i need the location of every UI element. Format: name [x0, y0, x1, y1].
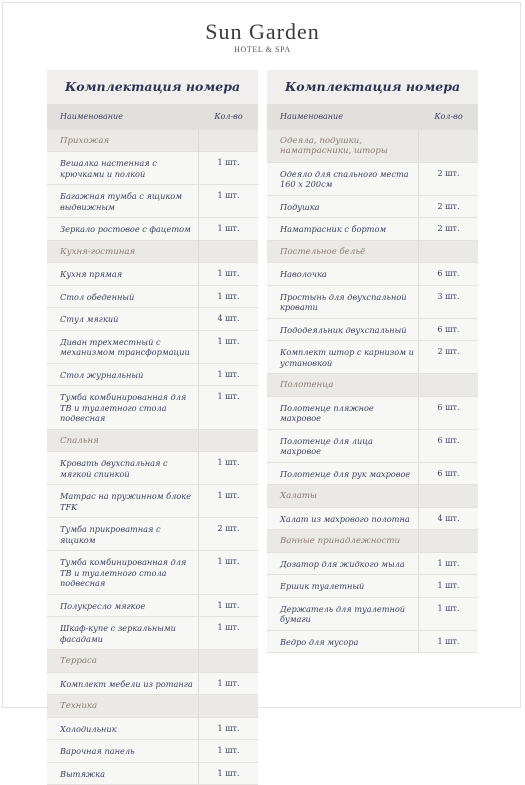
item-qty: 1 шт.	[199, 269, 258, 280]
item-name: Полотенце для рук махровое	[267, 463, 419, 485]
header-qty: Кол-во	[199, 112, 258, 123]
item-name: Стол обеденный	[47, 286, 199, 308]
item-name: Холодильник	[47, 718, 199, 740]
section-title: Ванные принадлежности	[267, 530, 419, 552]
item-name: Кухня прямая	[47, 263, 199, 285]
item-qty: 1 шт.	[199, 370, 258, 381]
table-row	[47, 386, 258, 430]
table-row	[47, 218, 258, 241]
item-qty: 1 шт.	[199, 191, 258, 202]
item-name: Багажная тумба с ящиком выдвижным	[47, 185, 199, 217]
item-qty: 1 шт.	[199, 746, 258, 757]
item-qty: 6 шт.	[419, 269, 478, 280]
item-qty: 1 шт.	[199, 158, 258, 169]
section-title: Кухня-гостиная	[47, 241, 199, 263]
table-row	[47, 718, 258, 741]
item-name: Матрас на пружинном блоке TFK	[47, 485, 199, 517]
item-name: Вытяжка	[47, 763, 199, 785]
item-qty: 2 шт.	[419, 169, 478, 180]
item-name: Держатель для туалетной бумаги	[267, 598, 419, 630]
item-name: Комплект мебели из ротанга	[47, 673, 199, 695]
panel-title: Комплектация номера	[267, 70, 478, 104]
table-row	[47, 152, 258, 185]
section-row	[267, 485, 478, 508]
item-qty: 2 шт.	[419, 202, 478, 213]
item-qty: 1 шт.	[199, 557, 258, 568]
item-qty: 6 шт.	[419, 436, 478, 447]
item-qty: 1 шт.	[199, 458, 258, 469]
section-title: Постельное бельё	[267, 241, 419, 263]
equipment-table	[47, 104, 258, 785]
table-row	[47, 673, 258, 696]
item-qty: 1 шт.	[199, 623, 258, 634]
table-row	[47, 595, 258, 618]
item-name: Зеркало ростовое с фацетом	[47, 218, 199, 240]
section-row	[47, 650, 258, 673]
item-qty: 3 шт.	[419, 292, 478, 303]
item-qty: 1 шт.	[199, 224, 258, 235]
section-row	[267, 374, 478, 397]
item-name: Тумба комбинированная для ТВ и туалетного стола подвесная	[47, 551, 199, 594]
table-row	[47, 485, 258, 518]
item-name: Ершик туалетный	[267, 575, 419, 597]
item-name: Комплект штор с карнизом и установкой	[267, 341, 419, 373]
item-qty: 2 шт.	[419, 347, 478, 358]
section-title: Халаты	[267, 485, 419, 507]
section-row	[47, 695, 258, 718]
item-qty: 1 шт.	[199, 292, 258, 303]
item-qty: 6 шт.	[419, 325, 478, 336]
item-qty: 1 шт.	[199, 679, 258, 690]
item-qty: 1 шт.	[199, 491, 258, 502]
item-name: Шкаф-купе с зеркальными фасадами	[47, 617, 199, 649]
item-name: Ведро для мусора	[267, 631, 419, 653]
item-name: Одеяло для спального места 160 х 200см	[267, 163, 419, 195]
item-qty: 1 шт.	[199, 769, 258, 780]
table-row	[47, 452, 258, 485]
item-name: Халат из махрового полотна	[267, 508, 419, 530]
section-row	[267, 241, 478, 264]
table-row	[267, 341, 478, 374]
panel-title: Комплектация номера	[47, 70, 258, 104]
item-name: Тумба прикроватная с ящиком	[47, 518, 199, 550]
table-row	[267, 463, 478, 486]
item-name: Полотенце для лица махровое	[267, 430, 419, 462]
table-row	[47, 740, 258, 763]
table-row	[47, 518, 258, 551]
item-qty: 2 шт.	[419, 224, 478, 235]
equipment-table	[267, 104, 478, 653]
item-qty: 1 шт.	[199, 392, 258, 403]
table-row	[47, 308, 258, 331]
item-qty: 4 шт.	[199, 314, 258, 325]
section-row	[267, 130, 478, 163]
item-name: Дозатор для жидкого мыла	[267, 553, 419, 575]
hotel-logo	[0, 20, 525, 55]
section-title: Терраса	[47, 650, 199, 672]
item-name: Стул мягкий	[47, 308, 199, 330]
header-qty: Кол-во	[419, 112, 478, 123]
table-row	[47, 185, 258, 218]
item-qty: 2 шт.	[199, 524, 258, 535]
item-name: Пододеяльник двухспальный	[267, 319, 419, 341]
room-equipment-panel-right	[267, 70, 478, 618]
table-row	[267, 631, 478, 654]
item-qty: 1 шт.	[419, 604, 478, 615]
header-name: Наименование	[47, 104, 199, 130]
table-row	[267, 553, 478, 576]
item-qty: 4 шт.	[419, 514, 478, 525]
table-row	[47, 763, 258, 785]
table-row	[267, 575, 478, 598]
section-title: Техника	[47, 695, 199, 717]
table-row	[47, 331, 258, 364]
table-row	[267, 319, 478, 342]
item-qty: 1 шт.	[199, 601, 258, 612]
item-name: Подушка	[267, 196, 419, 218]
table-header	[267, 104, 478, 130]
table-rows	[267, 130, 478, 654]
table-rows	[47, 130, 258, 785]
section-row	[47, 130, 258, 153]
section-row	[267, 530, 478, 553]
item-name: Простынь для двухспальной кровати	[267, 286, 419, 318]
table-row	[267, 397, 478, 430]
item-qty: 1 шт.	[199, 724, 258, 735]
section-title: Одеяла, подушки, наматрасники, шторы	[267, 130, 419, 162]
item-name: Вешалка настенная с крючками и полкой	[47, 152, 199, 184]
table-header	[47, 104, 258, 130]
item-qty: 1 шт.	[419, 581, 478, 592]
section-title: Полотенца	[267, 374, 419, 396]
logo-sub-text: HOTEL & SPA	[0, 45, 525, 55]
table-row	[47, 286, 258, 309]
item-name: Тумба комбинированная для ТВ и туалетного стола подвесная	[47, 386, 199, 429]
section-title: Прихожая	[47, 130, 199, 152]
room-equipment-panel-left	[47, 70, 258, 720]
item-qty: 1 шт.	[419, 637, 478, 648]
table-row	[267, 218, 478, 241]
item-name: Наматрасник с бортом	[267, 218, 419, 240]
table-row	[267, 196, 478, 219]
table-row	[47, 551, 258, 595]
table-row	[267, 430, 478, 463]
section-row	[47, 430, 258, 453]
item-name: Варочная панель	[47, 740, 199, 762]
item-qty: 6 шт.	[419, 403, 478, 414]
item-name: Наволочка	[267, 263, 419, 285]
table-row	[267, 163, 478, 196]
table-row	[47, 617, 258, 650]
section-title: Спальня	[47, 430, 199, 452]
table-row	[267, 263, 478, 286]
table-row	[47, 263, 258, 286]
table-row	[47, 364, 258, 387]
table-row	[267, 598, 478, 631]
item-qty: 1 шт.	[199, 337, 258, 348]
table-row	[267, 508, 478, 531]
item-name: Диван трехместный с механизмом трансформации	[47, 331, 199, 363]
table-row	[267, 286, 478, 319]
section-row	[47, 241, 258, 264]
item-qty: 6 шт.	[419, 469, 478, 480]
item-name: Стол журнальный	[47, 364, 199, 386]
header-name: Наименование	[267, 104, 419, 130]
item-qty: 1 шт.	[419, 559, 478, 570]
logo-main-text: Sun Garden	[0, 20, 525, 44]
item-name: Полукресло мягкое	[47, 595, 199, 617]
item-name: Полотенце пляжное махровое	[267, 397, 419, 429]
item-name: Кровать двухспальная с мягкой спинкой	[47, 452, 199, 484]
